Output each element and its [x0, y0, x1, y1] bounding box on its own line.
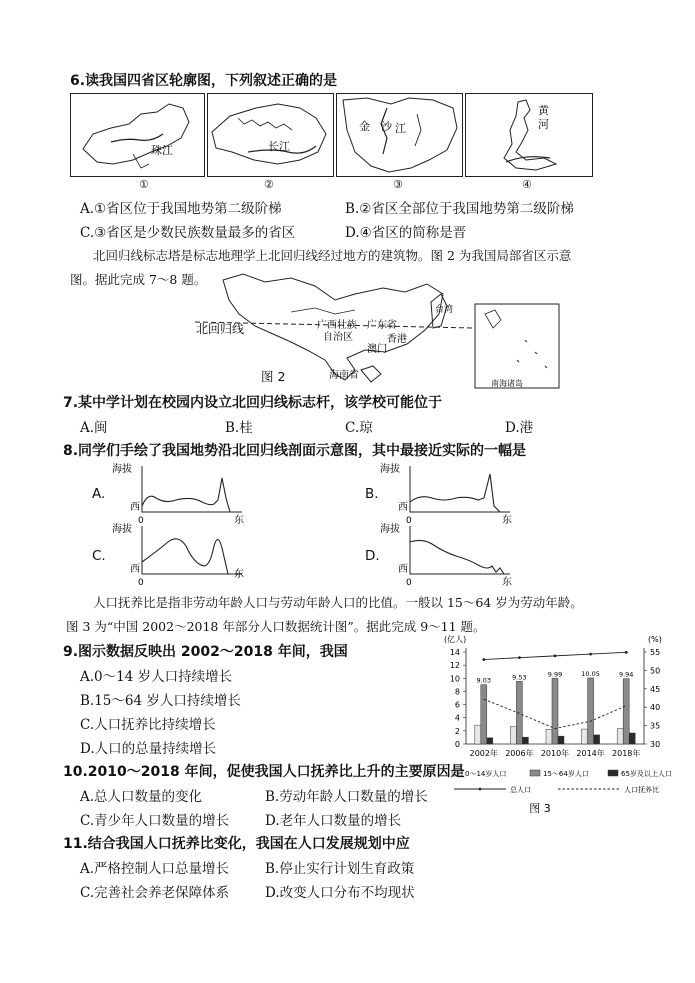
chart-left-tick-label: 14 [449, 648, 460, 657]
m1-label: 珠江 [151, 144, 173, 157]
q11-stem: 11.结合我国人口抚养比变化，我国在人口发展规划中应 [63, 836, 410, 852]
profile-c-origin: 0 [138, 578, 144, 586]
chart-bar [475, 725, 481, 744]
guangdong-label: 广东省 [367, 320, 397, 331]
map-number-3: ③ [393, 178, 403, 191]
legend-label: 人口抚养比 [624, 786, 659, 794]
chart-total-point [589, 653, 592, 656]
q10-option-d[interactable]: D.老年人口数量的增长 [265, 813, 402, 829]
taiwan-label: 台湾 [435, 305, 454, 315]
chart-data-label: 10.05 [581, 669, 600, 678]
chart-bar [552, 678, 558, 744]
chart-data-label: 9.99 [547, 670, 563, 679]
chart-data-label: 9.94 [618, 670, 634, 679]
chart-bar [487, 738, 493, 744]
chart-bar [582, 729, 588, 744]
province-map-3 [336, 93, 463, 177]
chart-bar [481, 685, 487, 744]
legend-swatch [608, 770, 618, 776]
chart-total-point [482, 658, 485, 661]
chart-right-tick-label: 55 [650, 648, 661, 657]
m4-label-a: 黄 [538, 104, 549, 117]
province-map-1 [70, 93, 205, 177]
chart-left-tick-label: 8 [454, 687, 460, 697]
chart-left-tick-label: 0 [454, 740, 460, 749]
q6-option-d[interactable]: D.④省区的简称是晋 [345, 225, 467, 241]
hainan-label: 海南省 [329, 370, 359, 381]
profile-b-origin: 0 [406, 516, 412, 524]
figure-2-caption: 图 2 [261, 369, 286, 384]
legend-label: 15～64岁人口 [543, 770, 589, 778]
province-outline-3 [337, 94, 462, 176]
profile-d-svg [380, 522, 520, 586]
profile-d-east: 东 [502, 577, 512, 586]
province-map-2 [207, 93, 334, 177]
m3-label-c: 江 [395, 122, 406, 135]
q6-option-b[interactable]: B.②省区全部位于我国地势第二级阶梯 [345, 201, 574, 217]
profile-a-east: 东 [234, 515, 244, 524]
q11-option-d[interactable]: D.改变人口分布不均现状 [265, 885, 415, 901]
profile-b-letter[interactable]: B. [365, 486, 379, 502]
chart-bar [558, 736, 564, 744]
province-map-4 [465, 93, 593, 177]
nanhai-label: 南海诸岛 [491, 379, 523, 388]
q9-option-d[interactable]: D.人口的总量持续增长 [80, 741, 217, 757]
m2-label: 长江 [268, 140, 290, 153]
chart-right-tick-label: 40 [650, 703, 661, 713]
q9-option-c[interactable]: C.人口抚养比持续增长 [80, 717, 216, 733]
profile-d-letter[interactable]: D. [365, 548, 380, 564]
q11-option-a[interactable]: A.严格控制人口总量增长 [80, 861, 230, 877]
q10-option-b[interactable]: B.劳动年龄人口数量的增长 [265, 789, 428, 805]
chart-left-tick-label: 4 [454, 713, 460, 723]
profile-a-ylabel: 海拔 [112, 464, 132, 475]
chart-x-tick-label: 2006年 [505, 749, 534, 758]
profile-b-east: 东 [502, 515, 512, 524]
province-outline-4 [466, 94, 592, 176]
chart-bar [594, 735, 600, 744]
chart-right-tick-label: 50 [650, 666, 661, 676]
q10-option-a[interactable]: A.总人口数量的变化 [80, 789, 203, 805]
legend-label: 65岁及以上人口 [621, 770, 672, 778]
chart-x-tick-label: 2002年 [469, 749, 498, 758]
q9-option-b[interactable]: B.15～64 岁人口持续增长 [80, 693, 241, 709]
xianggang-label: 香港 [387, 334, 407, 345]
m4-label-b: 河 [538, 118, 549, 131]
aomen-label: 澳门 [367, 344, 387, 355]
m3-label-a: 金 [359, 120, 370, 133]
figure-3-chart [440, 632, 676, 822]
q7-option-a[interactable]: A.闽 [80, 420, 108, 436]
q7-stem: 7.某中学计划在校园内设立北回归线标志杆，该学校可能位于 [63, 395, 443, 411]
guangxi-label-2: 自治区 [323, 332, 353, 343]
profile-a-letter[interactable]: A. [92, 486, 106, 502]
chart-bar [522, 737, 528, 744]
profile-c-letter[interactable]: C. [92, 548, 106, 564]
profile-c-ylabel: 海拔 [112, 524, 132, 535]
q7-option-d[interactable]: D.港 [505, 420, 534, 436]
legend-total-point [479, 788, 482, 791]
figure-2-svg [195, 270, 565, 390]
profile-c[interactable] [112, 522, 252, 586]
profile-a-west: 西 [130, 502, 140, 513]
chart-right-tick-label: 45 [650, 684, 661, 694]
province-outline-2 [208, 94, 333, 176]
map-number-1: ① [139, 178, 149, 191]
profile-b-west: 西 [398, 502, 408, 513]
m3-label-b: 沙 [381, 120, 392, 133]
legend-label: 0～14岁人口 [465, 770, 507, 778]
profile-b-svg [380, 460, 520, 524]
chart-bar [617, 729, 623, 744]
legend-label: 总人口 [510, 786, 531, 794]
profile-c-east: 东 [234, 569, 244, 580]
chart-x-tick-label: 2014年 [576, 749, 605, 758]
chart-data-label: 9.03 [476, 676, 492, 685]
chart-right-tick-label: 35 [650, 721, 661, 731]
profile-a[interactable] [112, 460, 252, 524]
tropic-label: 北回归线 [196, 322, 245, 336]
province-outline-1 [71, 94, 204, 176]
chart-bar [629, 733, 635, 744]
profile-d[interactable] [380, 522, 520, 586]
chart-right-tick-label: 30 [650, 740, 661, 749]
chart-total-point [625, 651, 628, 654]
chart-x-tick-label: 2018年 [612, 749, 641, 758]
profile-d-west: 西 [398, 564, 408, 575]
q7-option-c[interactable]: C.琼 [345, 420, 373, 436]
intro-911-line2: 图 3 为“中国 2002～2018 年部分人口数据统计图”。据此完成 9～11 题。 [66, 619, 486, 634]
figure-2-map [195, 270, 565, 390]
legend-swatch [530, 770, 540, 776]
chart-bar [623, 679, 629, 744]
chart-data-label: 9.53 [512, 673, 527, 682]
chart-bar [546, 729, 552, 744]
q8-stem: 8.同学们手绘了我国地势沿北回归线剖面示意图，其中最接近实际的一幅是 [63, 443, 527, 459]
q10-stem: 10.2010～2018 年间，促使我国人口抚养比上升的主要原因是 [63, 764, 465, 780]
map-number-2: ② [264, 178, 274, 191]
intro-911-line1: 人口抚养比是指非劳动年龄人口与劳动年龄人口的比值。一般以 15～64 岁为劳动年龄。 [93, 595, 583, 610]
intro-78-line1: 北回归线标志塔是标志地理学上北回归线经过地方的建筑物。图 2 为我国局部省区示意 [93, 248, 572, 263]
profile-a-svg [112, 460, 252, 524]
chart-bar [510, 727, 516, 744]
chart-left-tick-label: 6 [454, 700, 460, 710]
profile-c-svg [112, 522, 252, 586]
q11-option-c[interactable]: C.完善社会养老保障体系 [80, 885, 230, 901]
chart-left-tick-label: 12 [449, 661, 460, 671]
figure-3-caption: 图 3 [529, 802, 551, 815]
intro-78-line2: 图。据此完成 7～8 题。 [70, 272, 207, 287]
q6-option-c[interactable]: C.③省区是少数民族数量最多的省区 [80, 225, 296, 241]
profile-d-origin: 0 [406, 578, 412, 586]
profile-b[interactable] [380, 460, 520, 524]
chart-total-point [518, 656, 521, 659]
profile-d-ylabel: 海拔 [380, 524, 400, 535]
profile-c-west: 西 [130, 564, 140, 575]
chart-left-tick-label: 2 [454, 726, 460, 736]
profile-b-ylabel: 海拔 [380, 464, 400, 475]
chart-x-tick-label: 2010年 [540, 749, 570, 758]
q11-option-b[interactable]: B.停止实行计划生育政策 [265, 861, 415, 877]
guangxi-label-1: 广西壮族 [317, 320, 357, 331]
profile-a-origin: 0 [138, 516, 144, 524]
map-number-4: ④ [522, 178, 532, 191]
chart-bar [588, 678, 594, 744]
q9-stem: 9.图示数据反映出 2002～2018 年间，我国 [63, 644, 348, 660]
q10-option-c[interactable]: C.青少年人口数量的增长 [80, 813, 230, 829]
chart-right-unit: (%) [648, 635, 662, 644]
q6-option-a[interactable]: A.①省区位于我国地势第二级阶梯 [80, 201, 282, 217]
chart-total-point [554, 654, 557, 657]
q9-option-a[interactable]: A.0～14 岁人口持续增长 [80, 669, 233, 685]
chart-left-tick-label: 10 [449, 674, 460, 684]
figure-3-svg [440, 632, 676, 822]
q6-stem: 6.读我国四省区轮廓图，下列叙述正确的是 [70, 73, 338, 89]
chart-left-unit: (亿人) [444, 635, 467, 644]
q7-option-b[interactable]: B.桂 [225, 420, 253, 436]
